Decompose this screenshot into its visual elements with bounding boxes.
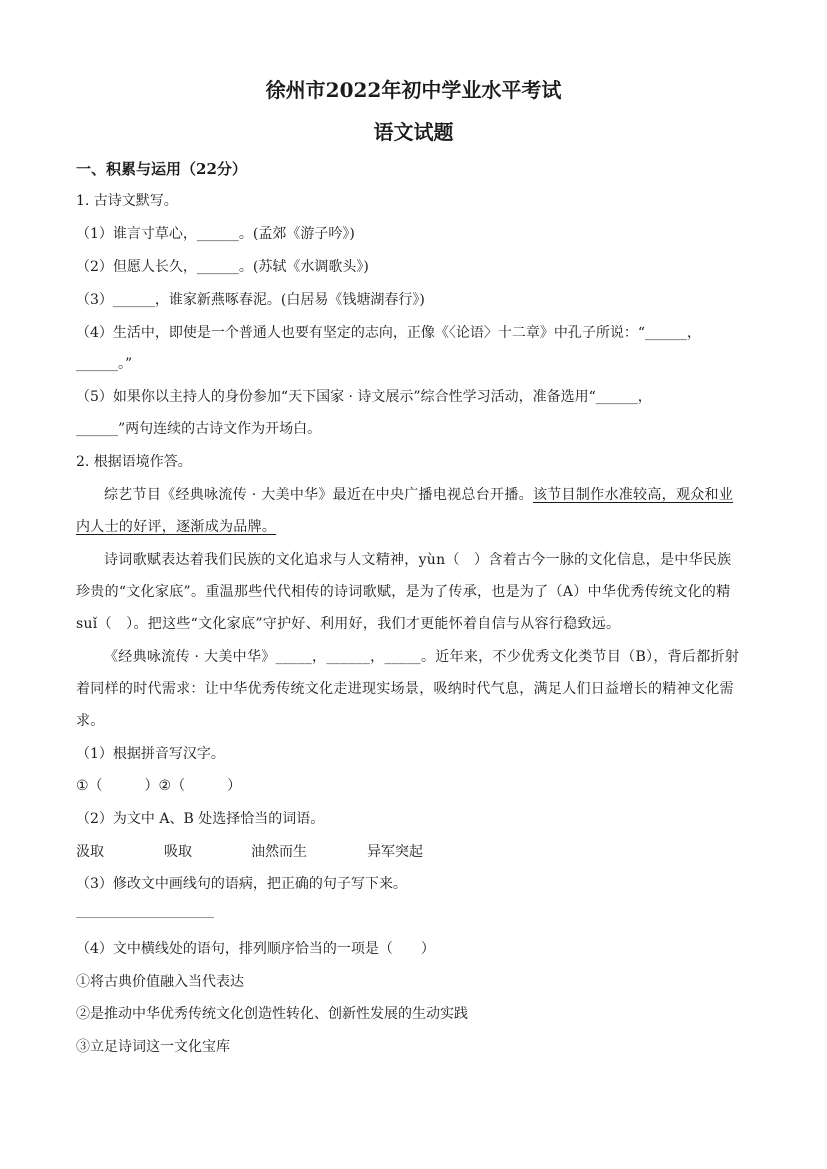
q2-sub-3: （3）修改文中画线句的语病，把正确的句子写下来。 [76,876,407,892]
q2-sub-1-blanks: ①（ ）②（ ） [76,778,242,794]
passage-p2-line1: 诗词歌赋表达着我们民族的文化追求与人文精神，yùn（ ）含着古今一脉的文化信息，是中华民族 [104,552,732,568]
word-option-4: 异军突起 [367,844,423,860]
q1-item-2: （2）但愿人长久，______。(苏轼《水调歌头》) [76,259,369,275]
q1-item-4-line2: ______。” [76,356,133,372]
passage-p1-line2 [76,516,276,536]
passage-p1-plain: 综艺节目《经典咏流传 · 大美中华》最近在中央广播电视总台开播。 [104,487,533,503]
question-2-stem: 2. 根据语境作答。 [76,454,192,470]
q2-sub-4: （4）文中横线处的语句，排列顺序恰当的一项是（ ） [76,941,435,957]
passage-p2-line2: 珍贵的“文化家底”。重温那些代代相传的诗词歌赋，是为了传承，也是为了（A）中华优秀传统文化的精 [76,584,731,600]
q1-item-1: （1）谁言寸草心，______。(孟郊《游子吟》) [76,226,355,242]
word-option-3: 油然而生 [251,844,307,860]
choice-item-2: ②是推动中华优秀传统文化创造性转化、创新性发展的生动实践 [76,1006,468,1022]
word-option-2: 吸取 [164,844,192,860]
exam-subtitle: 语文试题 [373,120,454,144]
passage-p1-line1 [104,484,733,504]
section-heading: 一、积累与运用（22分） [76,160,247,178]
underlined-sentence-part2: 内人士的好评，逐渐成为品牌。 [76,519,277,535]
question-1-stem: 1. 古诗文默写。 [76,193,178,209]
word-option-1: 汲取 [76,844,104,860]
q2-sub-2: （2）为文中 A、B 处选择恰当的词语。 [76,811,325,827]
exam-title: 徐州市2022年初中学业水平考试 [265,78,562,102]
q2-sub-1: （1）根据拼音写汉字。 [76,746,225,762]
passage-p3-line3: 求。 [76,713,105,729]
q1-item-5-line1: （5）如果你以主持人的身份参加“天下国家 · 诗文展示”综合性学习活动，准备选用“______， [76,389,652,405]
underlined-sentence-part1: 该节目制作水准较高，观众和业 [532,487,734,503]
passage-p3-line2: 着同样的时代需求：让中华优秀传统文化走进现实场景，吸纳时代气息，满足人们日益增长的精神文化需 [76,681,734,697]
q1-item-4-line1: （4）生活中，即使是一个普通人也要有坚定的志向，正像《〈论语〉十二章》中孔子所说：“______， [76,325,702,341]
choice-item-1: ①将古典价值融入当代表达 [76,974,244,990]
choice-item-3: ③立足诗词这一文化宝库 [76,1039,230,1055]
answer-line [76,917,214,918]
q1-item-3: （3）______，谁家新燕啄春泥。(白居易《钱塘湖春行》) [76,292,425,308]
passage-p2-line3: suǐ（ ）。把这些“文化家底”守护好、利用好，我们才更能怀着自信与从容行稳致远。 [76,616,621,632]
q1-item-5-line2: ______”两句连续的古诗文作为开场白。 [76,421,322,437]
passage-p3-line1: 《经典咏流传 · 大美中华》_____，______，_____。近年来，不少优秀文化类节目（B），背后都折射 [104,649,740,665]
